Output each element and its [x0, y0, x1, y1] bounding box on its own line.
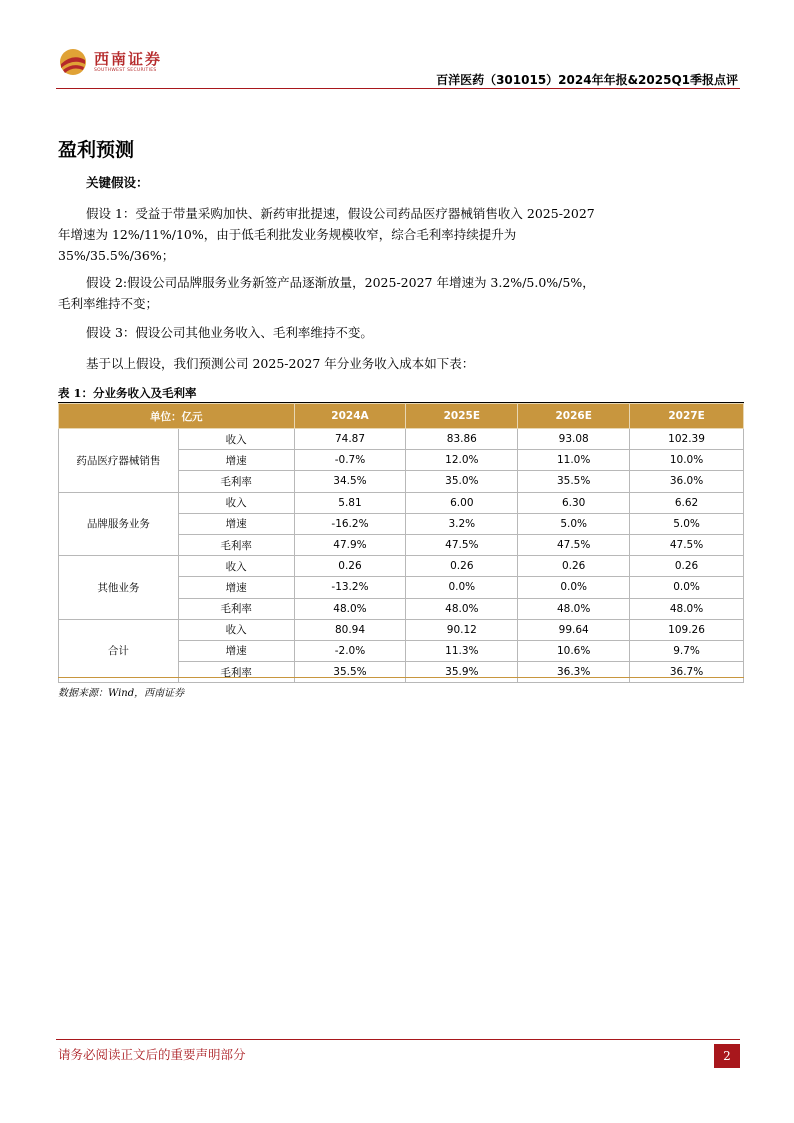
metric-label-cell: 毛利率: [178, 534, 294, 555]
metric-label-cell: 毛利率: [178, 662, 294, 683]
metric-label-cell: 收入: [178, 492, 294, 513]
value-cell: 5.0%: [630, 513, 744, 534]
table-row: [59, 619, 744, 640]
value-cell: 0.0%: [630, 577, 744, 598]
segment-name-cell: 药品医疗器械销售: [59, 429, 179, 493]
value-cell: 48.0%: [630, 598, 744, 619]
table-bottom-rule: [58, 677, 744, 678]
header-divider: [56, 88, 740, 89]
value-cell: 0.26: [630, 556, 744, 577]
metric-label-cell: 毛利率: [178, 598, 294, 619]
value-cell: 35.5%: [518, 471, 630, 492]
value-cell: 90.12: [406, 619, 518, 640]
metric-label-cell: 增速: [178, 640, 294, 661]
report-title: 百洋医药（301015）2024年年报&2025Q1季报点评: [436, 73, 738, 87]
metric-label-cell: 收入: [178, 556, 294, 577]
value-cell: 35.0%: [406, 471, 518, 492]
value-cell: 109.26: [630, 619, 744, 640]
value-cell: 99.64: [518, 619, 630, 640]
value-cell: 74.87: [294, 429, 406, 450]
value-cell: 9.7%: [630, 640, 744, 661]
metric-label-cell: 增速: [178, 513, 294, 534]
value-cell: 47.5%: [406, 534, 518, 555]
value-cell: 83.86: [406, 429, 518, 450]
value-cell: 0.0%: [406, 577, 518, 598]
section-title: 盈利预测: [58, 139, 135, 161]
data-source-note: 数据来源：Wind，西南证券: [58, 688, 185, 699]
value-cell: 48.0%: [406, 598, 518, 619]
table-header-row: [59, 404, 744, 429]
value-cell: 36.3%: [518, 662, 630, 683]
value-cell: 6.62: [630, 492, 744, 513]
footer-divider: [56, 1039, 740, 1040]
segment-name-cell: 合计: [59, 619, 179, 683]
year-header: 2026E: [518, 404, 630, 429]
value-cell: 10.0%: [630, 450, 744, 471]
company-logo: [58, 47, 162, 77]
table-row: [59, 429, 744, 450]
value-cell: 47.5%: [630, 534, 744, 555]
value-cell: -13.2%: [294, 577, 406, 598]
value-cell: 93.08: [518, 429, 630, 450]
disclaimer-note: 请务必阅读正文后的重要声明部分: [58, 1047, 246, 1062]
page-number: 2: [714, 1044, 740, 1068]
metric-label-cell: 收入: [178, 429, 294, 450]
logo-english-name: SOUTHWEST SECURITIES: [94, 67, 157, 73]
segment-revenue-table: [58, 403, 744, 683]
assumption-paragraph-3: 假设 3：假设公司其他业务收入、毛利率维持不变。: [86, 325, 373, 340]
value-cell: 5.81: [294, 492, 406, 513]
table-caption: 表 1：分业务收入及毛利率: [58, 386, 197, 400]
value-cell: 12.0%: [406, 450, 518, 471]
metric-label-cell: 增速: [178, 577, 294, 598]
value-cell: 6.30: [518, 492, 630, 513]
value-cell: 10.6%: [518, 640, 630, 661]
value-cell: 5.0%: [518, 513, 630, 534]
metric-label-cell: 毛利率: [178, 471, 294, 492]
value-cell: 36.0%: [630, 471, 744, 492]
assumption-paragraph-1: 假设 1：受益于带量采购加快、新药审批提速，假设公司药品医疗器械销售收入 2025-2027 年增速为 12%/11%/10%，由于低毛利批发业务规模收窄，综合毛利率持续提升为 35%/35.5%/36%；: [58, 206, 595, 263]
segment-name-cell: 品牌服务业务: [59, 492, 179, 556]
year-header: 2024A: [294, 404, 406, 429]
segment-name-cell: 其他业务: [59, 556, 179, 620]
year-header: 2027E: [630, 404, 744, 429]
assumption-paragraph-2: 假设 2:假设公司品牌服务业务新签产品逐渐放量，2025-2027 年增速为 3.2%/5.0%/5%，毛利率维持不变；: [58, 275, 595, 311]
value-cell: 35.9%: [406, 662, 518, 683]
metric-label-cell: 增速: [178, 450, 294, 471]
value-cell: 3.2%: [406, 513, 518, 534]
value-cell: 0.26: [294, 556, 406, 577]
key-assumptions-label: 关键假设：: [86, 175, 149, 190]
value-cell: -0.7%: [294, 450, 406, 471]
metric-label-cell: 收入: [178, 619, 294, 640]
value-cell: 102.39: [630, 429, 744, 450]
value-cell: 80.94: [294, 619, 406, 640]
value-cell: -16.2%: [294, 513, 406, 534]
value-cell: -2.0%: [294, 640, 406, 661]
value-cell: 0.26: [518, 556, 630, 577]
value-cell: 0.0%: [518, 577, 630, 598]
value-cell: 47.5%: [518, 534, 630, 555]
table-row: [59, 556, 744, 577]
value-cell: 6.00: [406, 492, 518, 513]
value-cell: 34.5%: [294, 471, 406, 492]
value-cell: 47.9%: [294, 534, 406, 555]
year-header: 2025E: [406, 404, 518, 429]
value-cell: 11.3%: [406, 640, 518, 661]
value-cell: 48.0%: [294, 598, 406, 619]
unit-header: 单位：亿元: [59, 404, 295, 429]
logo-emblem-icon: [58, 47, 88, 77]
value-cell: 35.5%: [294, 662, 406, 683]
value-cell: 11.0%: [518, 450, 630, 471]
table-row: [59, 492, 744, 513]
logo-chinese-name: 西南证券: [94, 49, 163, 68]
value-cell: 48.0%: [518, 598, 630, 619]
forecast-intro-paragraph: 基于以上假设，我们预测公司 2025-2027 年分业务收入成本如下表：: [86, 356, 475, 371]
value-cell: 36.7%: [630, 662, 744, 683]
value-cell: 0.26: [406, 556, 518, 577]
